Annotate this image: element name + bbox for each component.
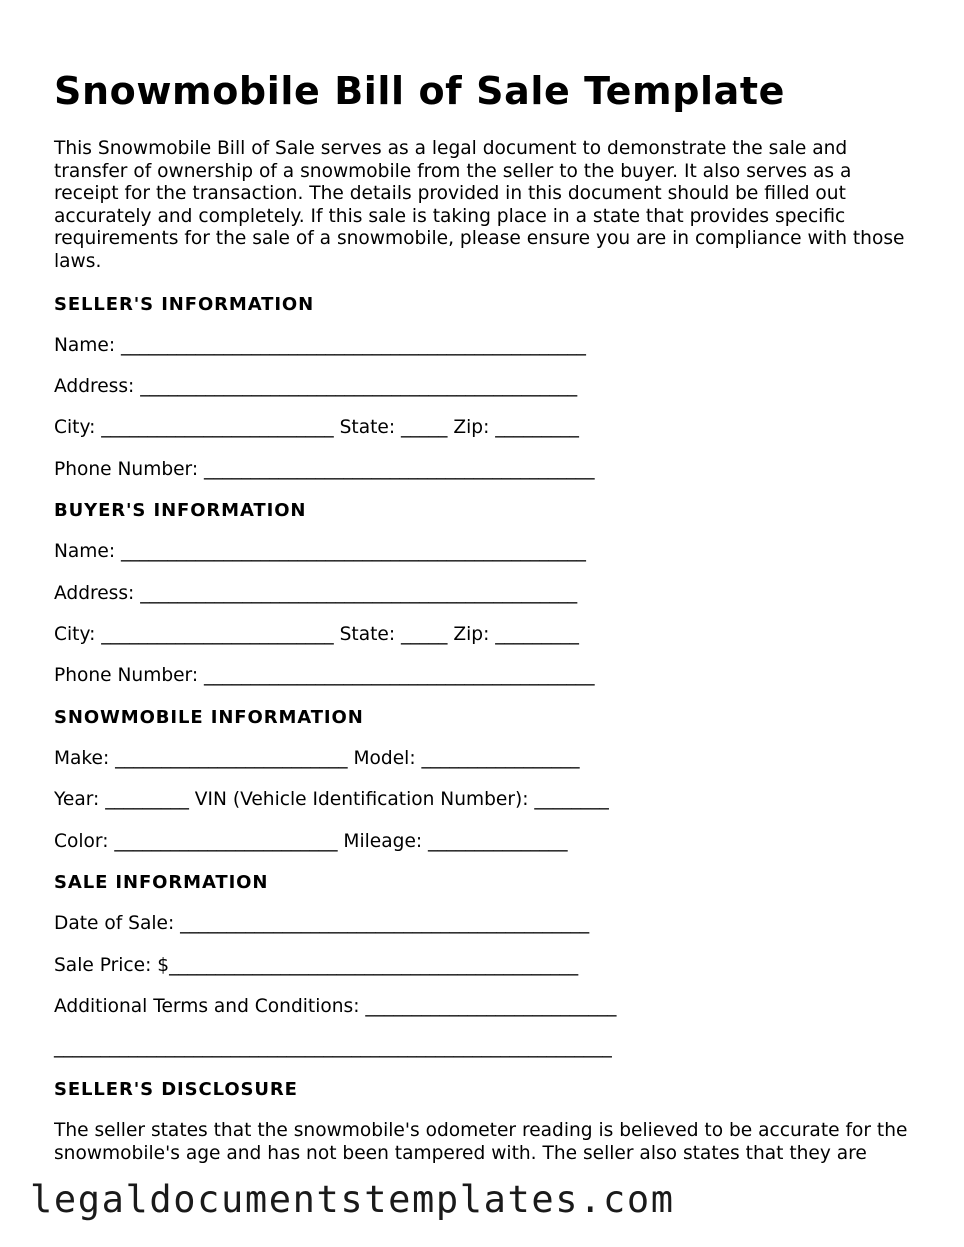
- document-page: [54, 66, 914, 274]
- snowmobile-heading: SNOWMOBILE INFORMATION: [54, 707, 364, 728]
- disclosure-heading: SELLER'S DISCLOSURE: [54, 1079, 298, 1100]
- buyer-phone-field[interactable]: Phone Number: __________________________________________: [54, 665, 595, 686]
- sale-price-field[interactable]: Sale Price: $____________________________________________: [54, 955, 579, 976]
- seller-city-state-zip-field[interactable]: City: _________________________ State: _____ Zip: _________: [54, 417, 579, 438]
- seller-name-field[interactable]: Name: __________________________________________________: [54, 335, 586, 356]
- seller-phone-field[interactable]: Phone Number: __________________________________________: [54, 459, 595, 480]
- color-mileage-field[interactable]: Color: ________________________ Mileage: _______________: [54, 831, 568, 852]
- site-watermark: legaldocumentstemplates.com: [30, 1178, 675, 1221]
- disclosure-paragraph: The seller states that the snowmobile's odometer reading is believed to be accurate for the snowmobile's age and has not been tampered with. The seller also states that they are: [54, 1120, 908, 1164]
- seller-address-field[interactable]: Address: _______________________________________________: [54, 376, 578, 397]
- additional-terms-line-2[interactable]: ____________________________________________________________: [54, 1037, 612, 1058]
- make-model-field[interactable]: Make: _________________________ Model: _________________: [54, 748, 580, 769]
- intro-paragraph: This Snowmobile Bill of Sale serves as a legal document to demonstrate the sale and transfer of ownership of a snowmobile from the seller to the buyer. It also serves as a receipt for the transaction. The details provided in this document should be filled out accurately and completely. If this sale is taking place in a state that provides specific requirements for the sale of a snowmobile, please ensure you are in compliance with those laws.: [54, 138, 905, 272]
- seller-heading: SELLER'S INFORMATION: [54, 294, 315, 315]
- additional-terms-field[interactable]: Additional Terms and Conditions: ___________________________: [54, 996, 617, 1017]
- sale-heading: SALE INFORMATION: [54, 872, 269, 893]
- buyer-city-state-zip-field[interactable]: City: _________________________ State: _____ Zip: _________: [54, 624, 579, 645]
- buyer-heading: BUYER'S INFORMATION: [54, 500, 307, 521]
- year-vin-field[interactable]: Year: _________ VIN (Vehicle Identification Number): ________: [54, 789, 609, 810]
- date-of-sale-field[interactable]: Date of Sale: ____________________________________________: [54, 913, 590, 934]
- buyer-address-field[interactable]: Address: _______________________________________________: [54, 583, 578, 604]
- buyer-name-field[interactable]: Name: __________________________________________________: [54, 541, 586, 562]
- document-title: Snowmobile Bill of Sale Template: [54, 69, 786, 113]
